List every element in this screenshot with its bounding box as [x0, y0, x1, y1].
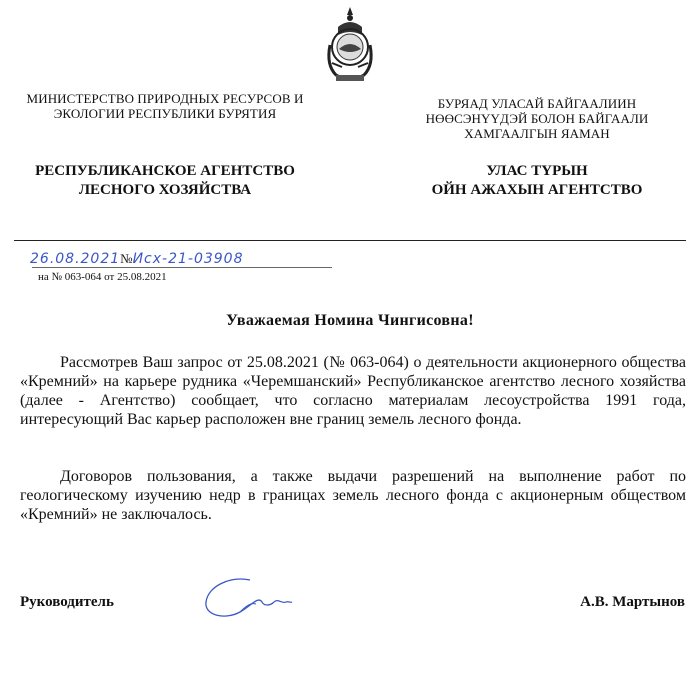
header-divider: [14, 240, 686, 241]
left-agency-title: [20, 162, 310, 200]
handwritten-signature-icon: [200, 572, 295, 624]
coat-of-arms-icon: [322, 5, 378, 89]
body-paragraph-1: Рассмотрев Ваш запрос от 25.08.2021 (№ 063-064) о деятельности акционерного общества «Кремний» на карьере рудника «Черемшанский» Республиканское агентство лесного хозяйства (далее - Агентство) сообщает, что согласно материалам лесоустройства 1991 года, интересующий Вас карьер расположен вне границ земель лесного фонда.: [20, 354, 686, 428]
right-agency-line-1: УЛАС ТҮРЫН: [486, 163, 588, 179]
body-paragraph-2: Договоров пользования, а также выдачи разрешений на выполнение работ по геологическому изучению недр в границах земель лесного фонда с акционерным обществом «Кремний» не заключалось.: [20, 468, 686, 523]
reference-line: на № 063-064 от 25.08.2021: [38, 271, 167, 283]
registration-underline: [32, 267, 332, 269]
right-agency-line-2: ОЙН АЖАХЫН АГЕНТСТВО: [431, 182, 643, 198]
registration-number: Исх-21-03908: [132, 251, 244, 267]
right-ministry-line-3: ХАМГААЛГЫН ЯАМАН: [464, 126, 610, 141]
right-ministry-line-2: НӨӨСЭНҮҮДЭЙ БОЛОН БАЙГААЛИ: [425, 111, 649, 126]
registration-line: [30, 250, 330, 268]
left-ministry-line-1: МИНИСТЕРСТВО ПРИРОДНЫХ РЕСУРСОВ И: [26, 91, 304, 106]
greeting: Уважаемая Номина Чингисовна!: [226, 312, 474, 329]
right-ministry-title: [392, 96, 682, 141]
signatory-position: Руководитель: [20, 594, 114, 610]
signatory-name: А.В. Мартынов: [580, 594, 685, 610]
left-agency-line-2: ЛЕСНОГО ХОЗЯЙСТВА: [78, 182, 252, 198]
registration-date: 26.08.2021: [30, 251, 121, 267]
right-ministry-line-1: БУРЯАД УЛАСАЙ БАЙГААЛИИН: [437, 96, 637, 111]
registration-number-sign: №: [120, 251, 133, 266]
left-ministry-line-2: ЭКОЛОГИИ РЕСПУБЛИКИ БУРЯТИЯ: [53, 106, 277, 121]
left-agency-line-1: РЕСПУБЛИКАНСКОЕ АГЕНТСТВО: [35, 163, 295, 179]
right-agency-title: [392, 162, 682, 200]
left-ministry-title: [20, 91, 310, 121]
